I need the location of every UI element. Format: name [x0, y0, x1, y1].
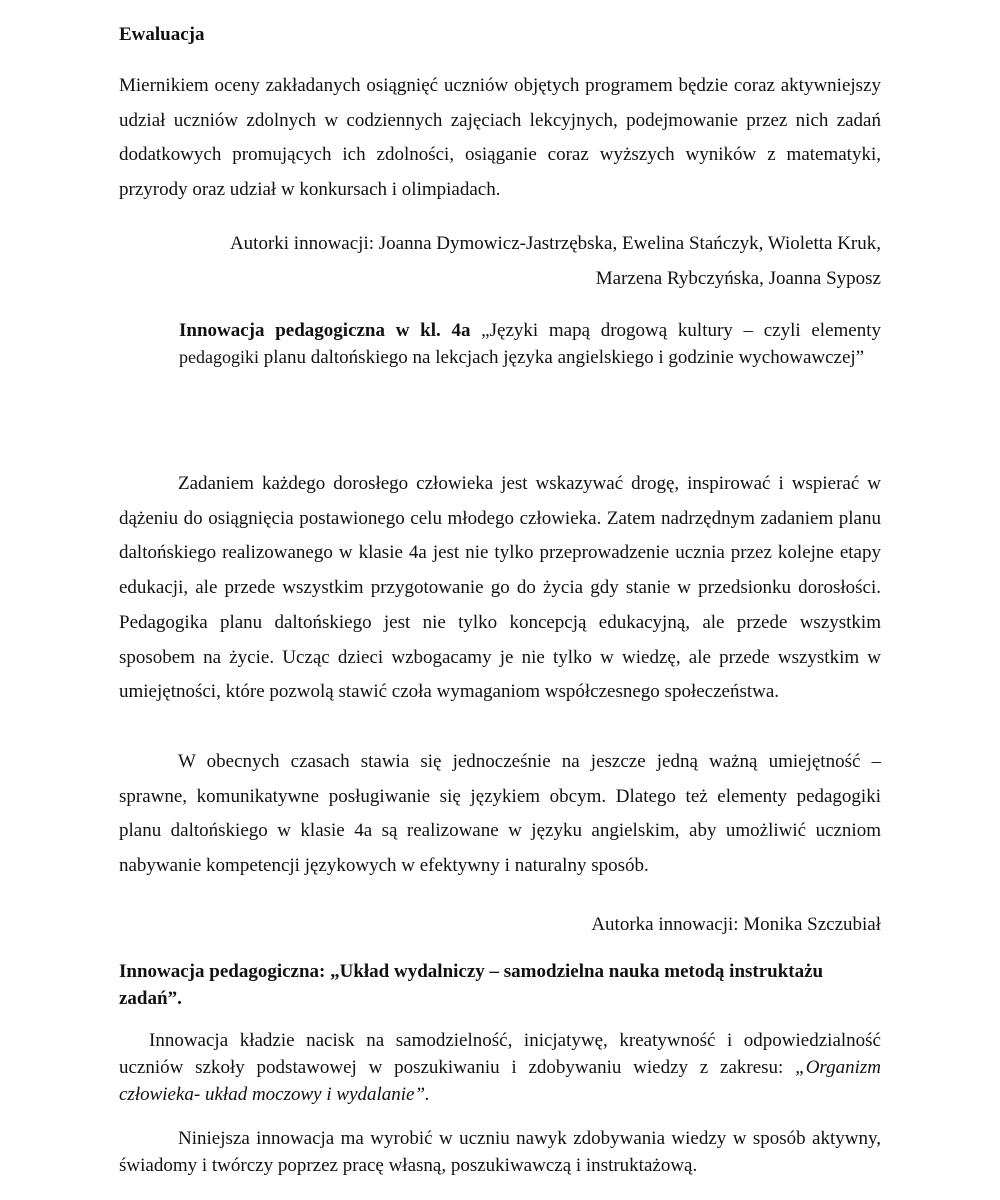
authors-line-1: Autorki innowacji: Joanna Dymowicz-Jastrzębska, Ewelina Stańczyk, Wioletta Kruk, — [229, 233, 881, 254]
section-heading-ewaluacja: Ewaluacja — [119, 24, 205, 45]
innovation-4a-title-rest-1: „Języki mapą drogową kultury – czyli elementy — [470, 320, 882, 341]
innovation-4a-title-rest-2: planu daltońskiego na lekcjach języka angielskiego i godzinie wychowawczej” — [258, 347, 865, 368]
innovation-4a-author: Autorka innowacji: Monika Szczubiał — [591, 914, 881, 935]
innovation-excretory-title: Innowacja pedagogiczna: „Układ wydalniczy – samodzielna nauka metodą instruktażu zadań”. — [119, 961, 824, 1009]
innovation-4a-title-bold: Innowacja pedagogiczna w kl. 4a — [179, 320, 471, 341]
innovation-excretory-paragraph-1-italic: „Organizm człowieka- układ moczowy i wydalanie”. — [119, 1057, 881, 1105]
innovation-excretory-paragraph-1 — [119, 1027, 881, 1108]
innovation-excretory-paragraph-1-text: Innowacja kładzie nacisk na samodzielność, inicjatywę, kreatywność i odpowiedzialność uczniów szkoły podstawowej w poszukiwaniu i zdobywaniu wiedzy z zakresu: — [119, 1030, 881, 1078]
innovation-4a-paragraph-2: W obecnych czasach stawia się jednocześnie na jeszcze jedną ważną umiejętność – sprawne, komunikatywne posługiwanie się językiem obcym. Dlatego też elementy pedagogiki planu daltońskiego w klasie 4a są realizowane w języku angielskim, aby umożliwić uczniom nabywanie kompetencji językowych w efektywny i naturalny sposób. — [119, 751, 881, 877]
innovation-4a-paragraph-1: Zadaniem każdego dorosłego człowieka jest wskazywać drogę, inspirować i wspierać w dążeniu do osiągnięcia postawionego celu młodego człowieka. Zatem nadrzędnym zadaniem planu daltońskiego realizowanego w klasie 4a jest nie tylko przeprowadzenie ucznia przez kolejne etapy edukacji, ale przede wszystkim przygotowanie go do życia gdy stanie w przedsionku dorosłości. Pedagogika planu daltońskiego jest nie tylko koncepcją edukacyjną, ale przede wszystkim sposobem na życie. Ucząc dzieci wzbogacamy je nie tylko w wiedzę, ale przede wszystkim w umiejętności, które pozwolą stawić czoła wymaganiom współczesnego społeczeństwa. — [119, 473, 881, 703]
innovation-4a-title-small: pedagogiki — [179, 347, 259, 367]
evaluation-paragraph: Miernikiem oceny zakładanych osiągnięć uczniów objętych programem będzie coraz aktywniejszy udział uczniów zdolnych w codziennych zajęciach lekcyjnych, podejmowanie przez nich zadań dodatkowych promujących ich zdolności, osiąganie coraz wyższych wyników z matematyki, przyrody oraz udział w konkursach i olimpiadach. — [119, 75, 881, 201]
innovation-4a-title — [179, 317, 881, 371]
authors-line-2: Marzena Rybczyńska, Joanna Syposz — [595, 268, 881, 289]
innovation-excretory-paragraph-2: Niniejsza innowacja ma wyrobić w uczniu nawyk zdobywania wiedzy w sposób aktywny, świadomy i twórczy poprzez pracę własną, poszukiwawczą i instruktażową. — [119, 1128, 881, 1176]
